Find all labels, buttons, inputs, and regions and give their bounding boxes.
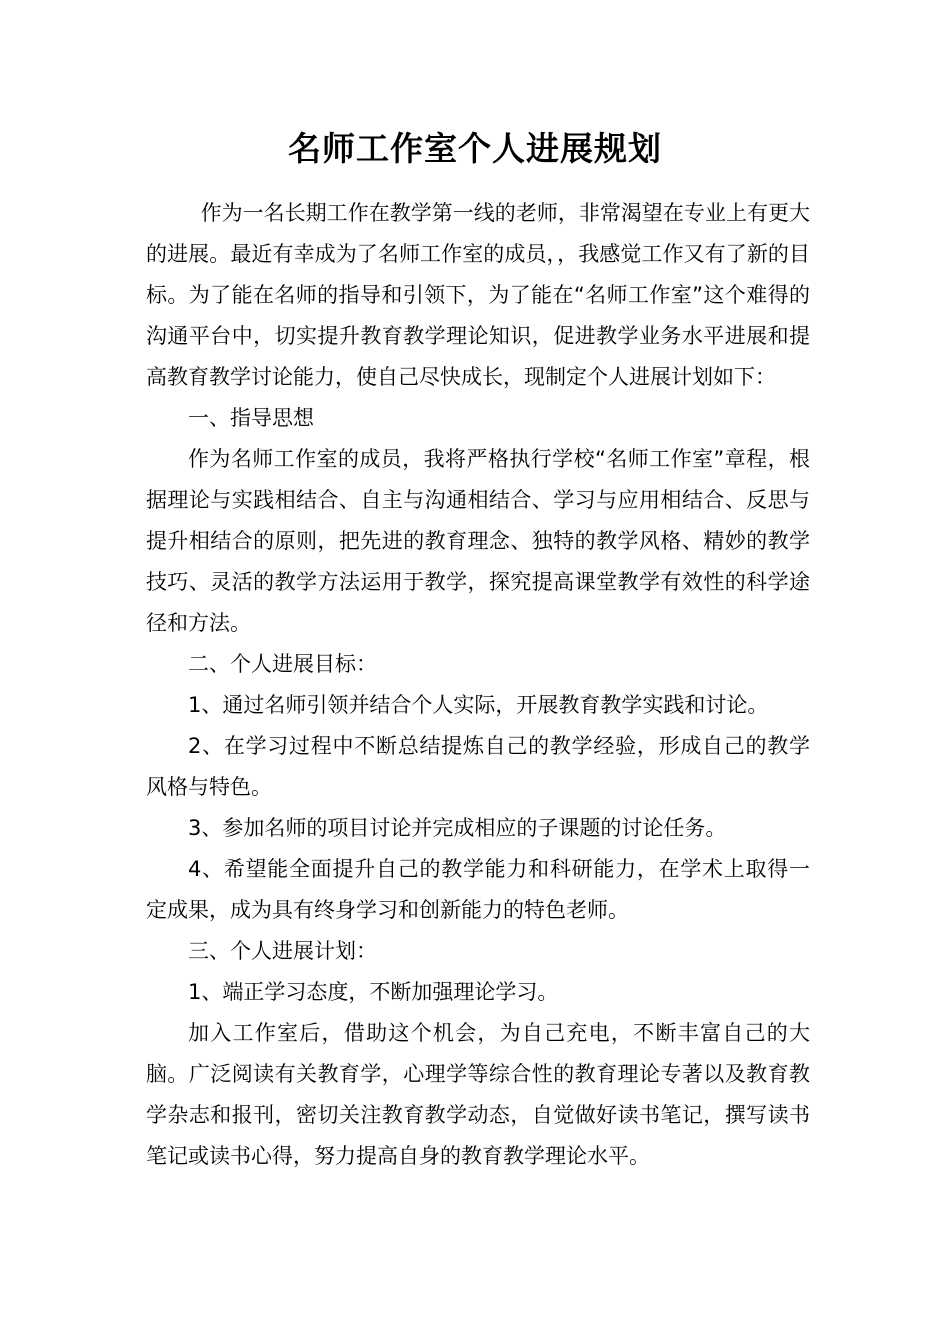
goal-item-4: 4、希望能全面提升自己的教学能力和科研能力，在学术上取得一定成果，成为具有终身学习和创新能力的特色老师。: [146, 857, 810, 922]
document-body: [146, 193, 810, 1177]
section-heading-development-plan: 三、个人进展计划：: [188, 939, 377, 963]
section-heading-development-goals: 二、个人进展目标：: [188, 652, 377, 676]
plan-item-1: 1、端正学习态度，不断加强理论学习。: [188, 980, 559, 1004]
guiding-ideology-paragraph: 作为名师工作室的成员，我将严格执行学校“名师工作室”章程，根据理论与实践相结合、自主与沟通相结合、学习与应用相结合、反思与提升相结合的原则，把先进的教育理念、独特的教学风格、精妙的教学技巧、灵活的教学方法运用于教学，探究提高课堂教学有效性的科学途径和方法。: [146, 447, 810, 635]
goal-item-1: 1、通过名师引领并结合个人实际，开展教育教学实践和讨论。: [188, 693, 769, 717]
goal-item-2: 2、在学习过程中不断总结提炼自己的教学经验，形成自己的教学风格与特色。: [146, 734, 810, 799]
section-heading-guiding-ideology: 一、指导思想: [188, 406, 314, 430]
plan-item-1-paragraph: 加入工作室后，借助这个机会，为自己充电，不断丰富自己的大脑。广泛阅读有关教育学，心理学等综合性的教育理论专著以及教育教学杂志和报刊，密切关注教育教学动态，自觉做好读书笔记，撰写读书笔记或读书心得，努力提高自身的教育教学理论水平。: [146, 1021, 810, 1168]
intro-paragraph: 作为一名长期工作在教学第一线的老师，非常渴望在专业上有更大的进展。最近有幸成为了名师工作室的成员，，我感觉工作又有了新的目标。为了能在名师的指导和引领下，为了能在“名师工作室”这个难得的沟通平台中，切实提升教育教学理论知识，促进教学业务水平进展和提高教育教学讨论能力，使自己尽快成长，现制定个人进展计划如下：: [146, 201, 810, 389]
goal-item-3: 3、参加名师的项目讨论并完成相应的子课题的讨论任务。: [188, 816, 727, 840]
document-title: 名师工作室个人进展规划: [288, 129, 662, 168]
